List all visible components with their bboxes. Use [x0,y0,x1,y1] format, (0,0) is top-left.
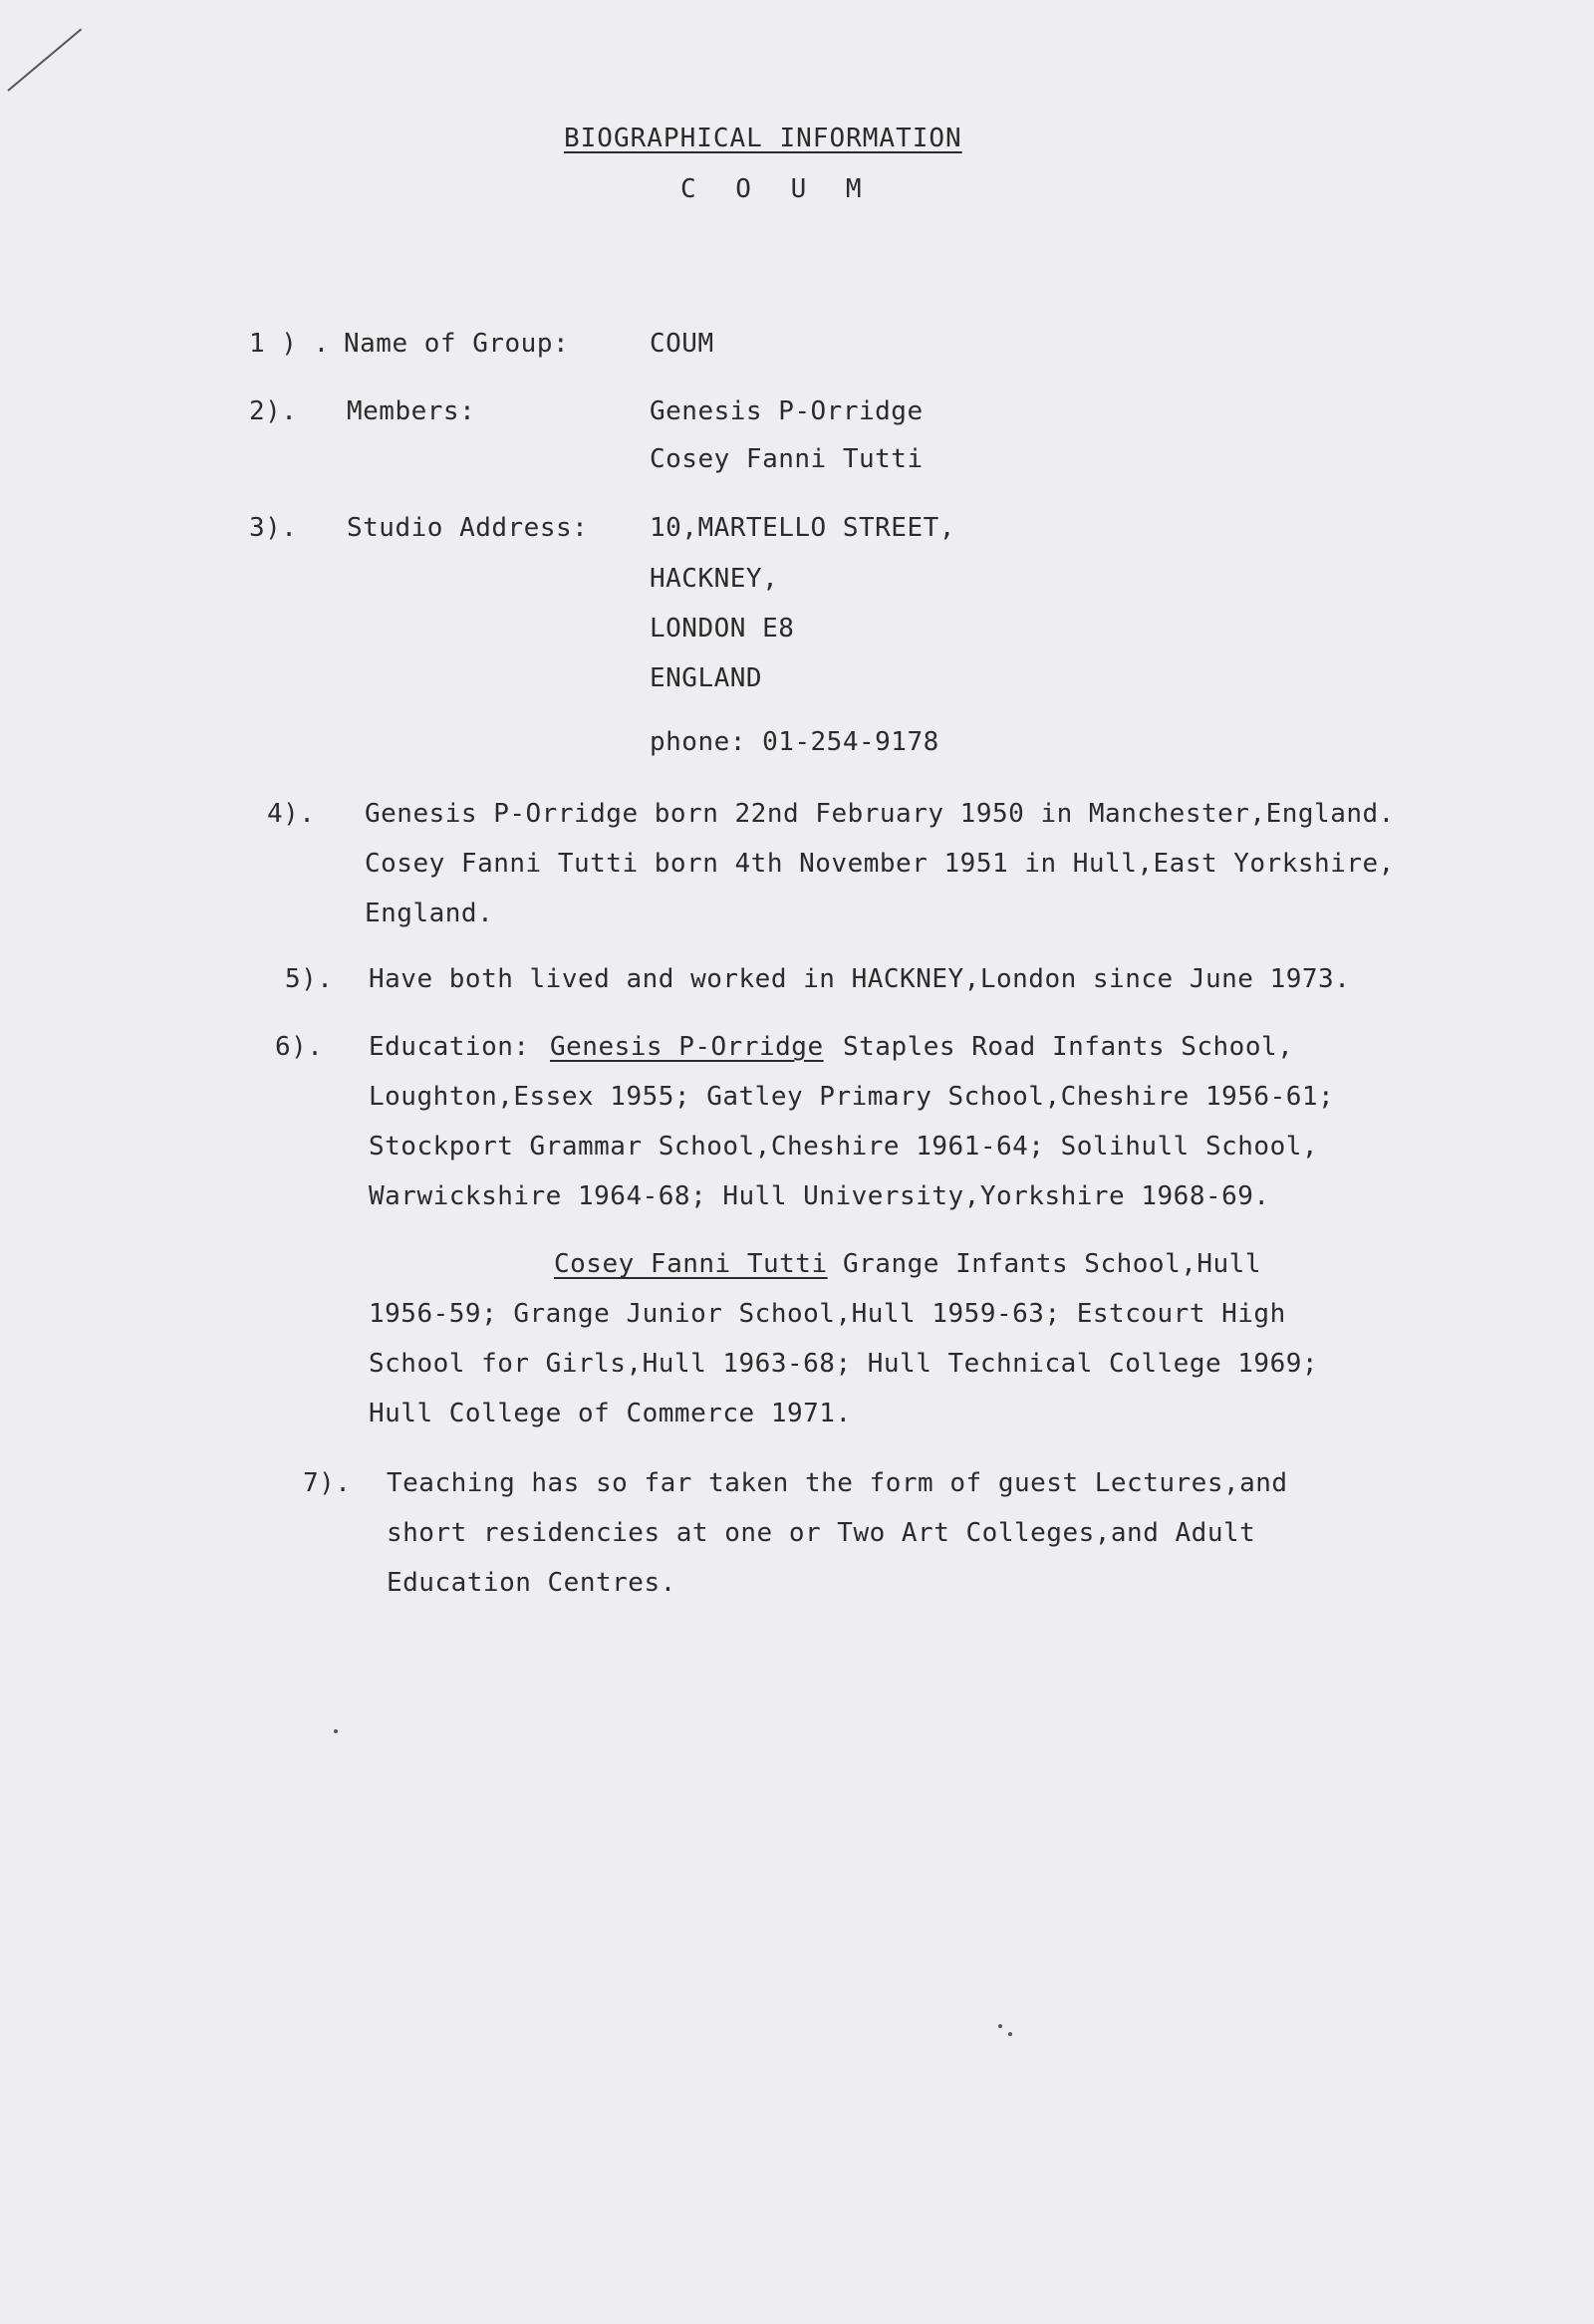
section-4-line-1: Genesis P-Orridge born 22nd February 1950 in Manchester,England. [365,799,1395,829]
section-4-number: 4). [267,799,316,829]
pen-mark [7,29,82,92]
section-4-line-3: England. [365,899,494,928]
section-4-line-2: Cosey Fanni Tutti born 4th November 1951 in Hull,East Yorkshire, [365,849,1395,879]
document-subtitle: C O U M [680,174,874,204]
address-line-1: 10,MARTELLO STREET, [650,513,955,543]
stray-mark [334,1729,338,1733]
phone-number: phone: 01-254-9178 [650,727,939,757]
item-2-label: Members: [347,396,476,426]
education-genesis-name: Genesis P-Orridge [550,1032,824,1062]
section-6-number: 6). [275,1032,324,1062]
item-3-number: 3). [249,513,298,543]
address-line-4: ENGLAND [650,663,763,693]
item-2-value-1: Genesis P-Orridge [650,396,924,426]
education-genesis-line-3: Stockport Grammar School,Cheshire 1961-64; Solihull School, [369,1132,1319,1162]
education-cosey-line-3: School for Girls,Hull 1963-68; Hull Technical College 1969; [369,1349,1319,1379]
item-1-label: Name of Group: [344,329,570,359]
item-2-value-2: Cosey Fanni Tutti [650,444,924,474]
education-cosey-line-4: Hull College of Commerce 1971. [369,1399,852,1428]
item-1-value: COUM [650,329,714,359]
education-genesis-line-1: Staples Road Infants School, [843,1032,1294,1062]
item-2-number: 2). [249,396,298,426]
education-cosey-line-2: 1956-59; Grange Junior School,Hull 1959-63; Estcourt High [369,1299,1286,1329]
section-7-line-1: Teaching has so far taken the form of guest Lectures,and [387,1468,1288,1498]
address-line-3: LONDON E8 [650,614,795,644]
education-cosey-name: Cosey Fanni Tutti [554,1249,828,1279]
item-1-number: 1 ) . [249,329,330,359]
section-7-line-3: Education Centres. [387,1568,676,1598]
stray-mark [998,2024,1002,2028]
item-3-label: Studio Address: [347,513,589,543]
section-7-line-2: short residencies at one or Two Art Colleges,and Adult [387,1518,1256,1548]
stray-mark [1008,2032,1012,2036]
education-label: Education: [369,1032,530,1062]
section-7-number: 7). [303,1468,352,1498]
education-genesis-line-4: Warwickshire 1964-68; Hull University,Yorkshire 1968-69. [369,1181,1270,1211]
education-cosey-line-1: Grange Infants School,Hull [843,1249,1261,1279]
document-title: BIOGRAPHICAL INFORMATION [564,124,962,153]
section-5-number: 5). [285,964,334,994]
address-line-2: HACKNEY, [650,564,779,594]
section-5-line: Have both lived and worked in HACKNEY,London since June 1973. [369,964,1351,994]
education-genesis-line-2: Loughton,Essex 1955; Gatley Primary School,Cheshire 1956-61; [369,1082,1335,1112]
